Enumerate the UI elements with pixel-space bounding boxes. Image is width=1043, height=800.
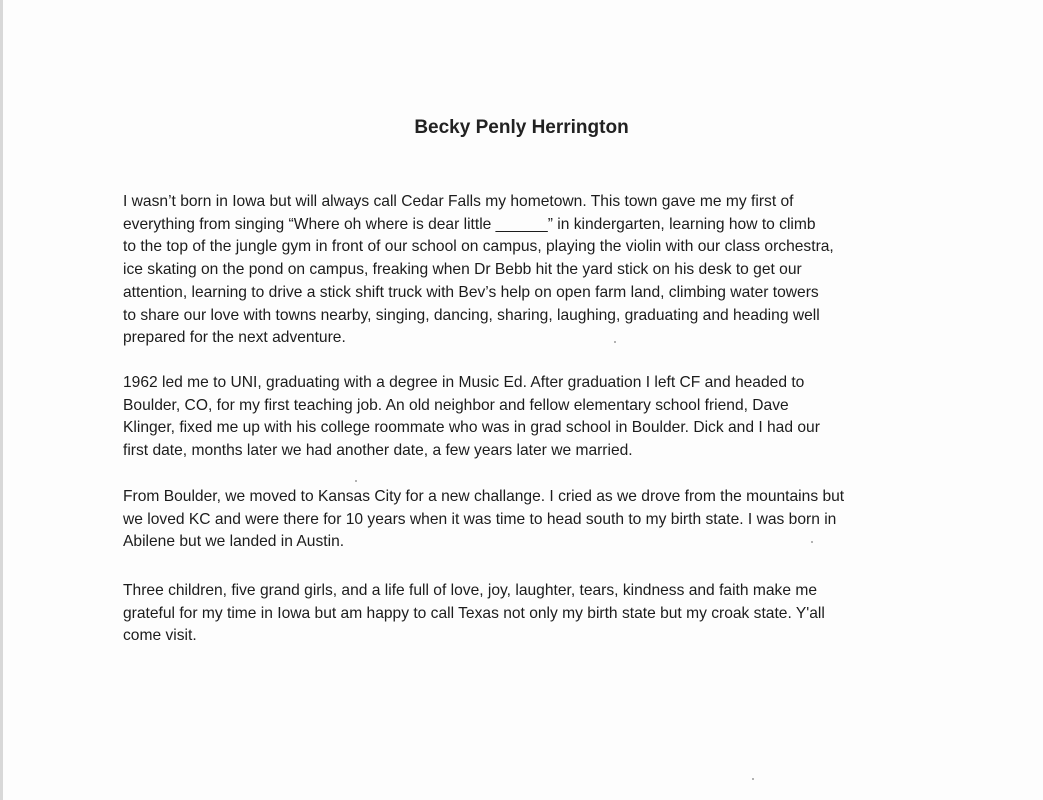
- paragraph-line: attention, learning to drive a stick shift truck with Bev’s help on open farm land, climbing water towers: [123, 283, 819, 301]
- paragraph-kansas-city: [123, 486, 923, 554]
- paragraph-line: I wasn’t born in Iowa but will always call Cedar Falls my hometown. This town gave me my first of: [123, 193, 794, 210]
- scan-speck: [614, 341, 616, 343]
- paragraph-line: ice skating on the pond on campus, freaking when Dr Bebb hit the yard stick on his desk to get our: [123, 261, 802, 279]
- paragraph-family: [123, 580, 923, 648]
- paragraph-hometown: [123, 191, 923, 350]
- paragraph-line: From Boulder, we moved to Kansas City for a new challange. I cried as we drove from the mountains but: [123, 488, 845, 505]
- paragraph-line: first date, months later we had another date, a few years later we married.: [123, 442, 633, 460]
- paragraph-line: to share our love with towns nearby, singing, dancing, sharing, laughing, graduating and heading well: [123, 306, 820, 324]
- document-title: Becky Penly Herrington: [414, 117, 629, 138]
- paragraph-line: to the top of the jungle gym in front of our school on campus, playing the violin with our class orchestra,: [123, 238, 834, 256]
- paragraph-line: come visit.: [123, 627, 197, 645]
- paragraph-line: 1962 led me to UNI, graduating with a degree in Music Ed. After graduation I left CF and headed to: [123, 374, 805, 391]
- paragraph-uni-boulder: [123, 372, 923, 463]
- paragraph-line: everything from singing “Where oh where is dear little ______” in kindergarten, learning how to climb: [123, 215, 816, 233]
- scan-speck: [355, 480, 357, 482]
- paragraph-line: Three children, five grand girls, and a life full of love, joy, laughter, tears, kindness and faith make me: [123, 582, 817, 599]
- paragraph-line: Klinger, fixed me up with his college roommate who was in grad school in Boulder. Dick and I had our: [123, 419, 820, 437]
- paragraph-line: we loved KC and were there for 10 years when it was time to head south to my birth state. I was born in: [123, 510, 837, 528]
- paragraph-line: prepared for the next adventure.: [123, 329, 346, 347]
- scan-speck: [752, 778, 754, 780]
- paragraph-line: Abilene but we landed in Austin.: [123, 533, 345, 551]
- scan-speck: [811, 541, 813, 543]
- paragraph-line: Boulder, CO, for my first teaching job. An old neighbor and fellow elementary school friend, Dave: [123, 396, 789, 414]
- paragraph-line: grateful for my time in Iowa but am happy to call Texas not only my birth state but my croak state. Y'all: [123, 604, 825, 622]
